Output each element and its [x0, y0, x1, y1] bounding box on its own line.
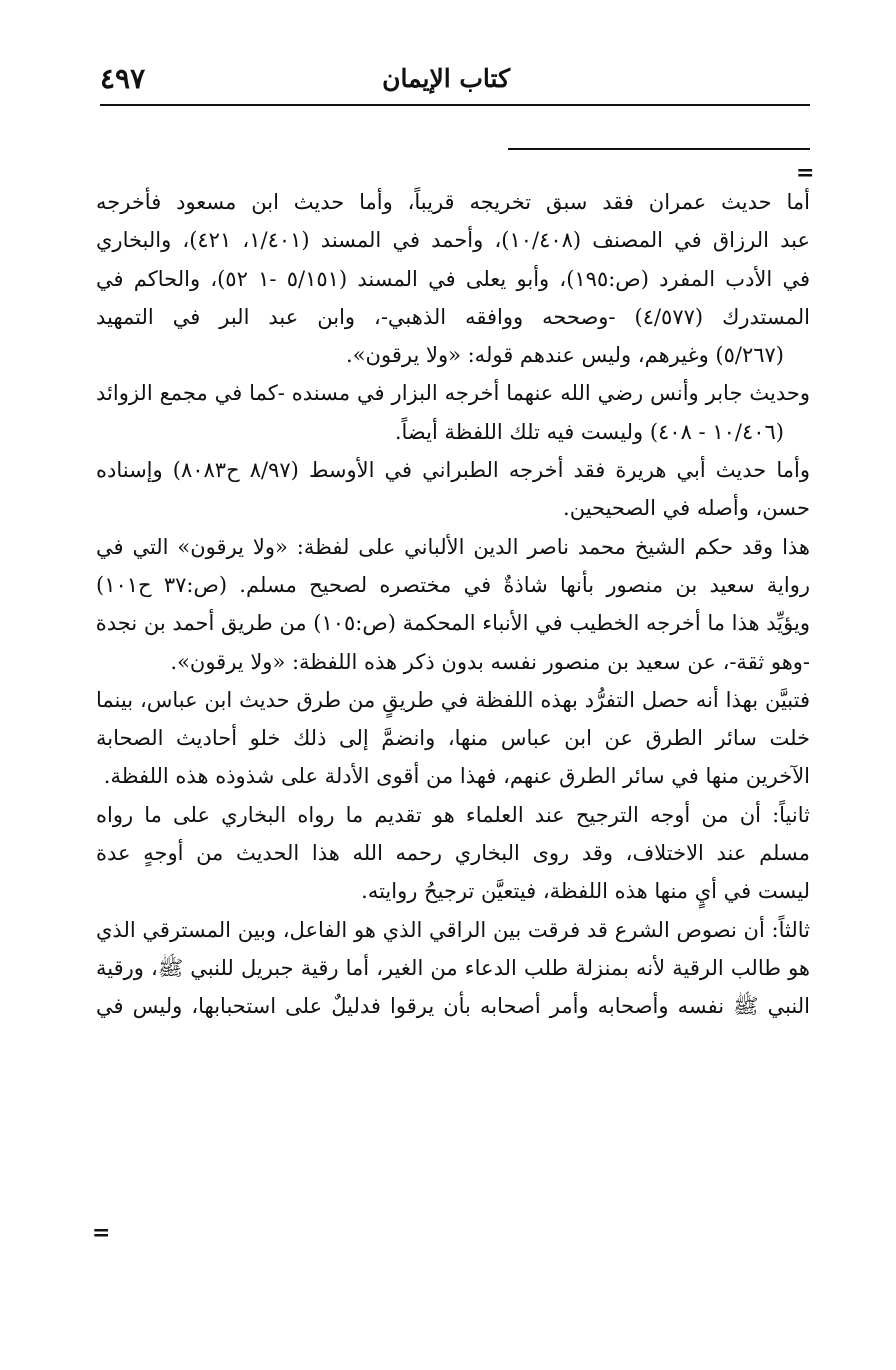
text-line: فتبيَّن بهذا أنه حصل التفرُّد بهذه اللفظة في طريقٍ من طرق حديث ابن عباس، بينما	[96, 687, 810, 712]
text-line: -وهو ثقة-، عن سعيد بن منصور نفسه بدون ذكر هذه اللفظة: «ولا يرقون».	[170, 649, 810, 674]
text-line: ثالثاً: أن نصوص الشرع قد فرقت بين الراقي الذي هو الفاعل، وبين المسترقي الذي	[96, 917, 810, 942]
text-line: مسلم عند الاختلاف، وقد روى البخاري رحمه الله هذا الحديث من أوجهٍ عدة	[96, 841, 810, 866]
paragraph	[96, 183, 810, 374]
header-rule	[100, 104, 810, 106]
text-line: الآخرين منها في سائر الطرق عنهم، فهذا من أقوى الأدلة على شذوذه هذه اللفظة.	[103, 764, 810, 789]
text-line: (٥/٢٦٧) وغيرهم، وليس عندهم قوله: «ولا يرقون».	[346, 343, 784, 368]
text-line: ويؤيِّد هذا ما أخرجه الخطيب في الأنباء المحكمة (ص:١٠٥) من طريق أحمد بن نجدة	[95, 611, 810, 636]
text-line: ثانياً: أن من أوجه الترجيح عند العلماء هو تقديم ما رواه البخاري على ما رواه	[96, 802, 810, 827]
paragraph	[96, 374, 810, 451]
page-number: ٤٩٧	[100, 62, 146, 95]
paragraph	[96, 681, 810, 796]
text-line: رواية سعيد بن منصور بأنها شاذةٌ في مختصره لصحيح مسلم. (ص:٣٧ ح١٠١)	[96, 572, 810, 597]
running-title: كتاب الإيمان	[382, 64, 510, 93]
paragraph	[96, 451, 810, 528]
text-line: المستدرك (٤/٥٧٧) -وصححه ووافقه الذهبي-، وابن عبد البر في التمهيد	[96, 304, 810, 329]
footnote-separator	[508, 148, 810, 150]
text-line: في الأدب المفرد (ص:١٩٥)، وأبو يعلى في المسند (٥/١٥١ -١ ٥٢)، والحاكم في	[96, 266, 811, 291]
text-line: هو طالب الرقية لأنه بمنزلة طلب الدعاء من الغير، أما رقية جبريل للنبي ﷺ، ورقية	[96, 955, 810, 980]
text-line: خلت سائر الطرق عن ابن عباس منها، وانضمَّ إلى ذلك خلو أحاديث الصحابة	[96, 726, 810, 751]
text-line: ليست في أيٍ منها هذه اللفظة، فيتعيَّن ترجيحُ روايته.	[361, 879, 810, 904]
text-line: (١٠/٤٠٦ - ٤٠٨) وليست فيه تلك اللفظة أيضاً.	[394, 419, 784, 444]
text-line: النبي ﷺ نفسه وأصحابه وأمر أصحابه بأن يرقوا فدليلٌ على استحبابها، وليس في	[96, 994, 810, 1019]
text-line: عبد الرزاق في المصنف (١٠/٤٠٨)، وأحمد في المسند (١/٤٠١، ٤٢١)، والبخاري	[96, 228, 811, 253]
paragraph	[96, 911, 810, 1026]
paragraph	[96, 796, 810, 911]
text-line: أما حديث عمران فقد سبق تخريجه قريباً، وأما حديث ابن مسعود فأخرجه	[96, 190, 810, 214]
page-header	[100, 62, 810, 106]
text-line: هذا وقد حكم الشيخ محمد ناصر الدين الألباني على لفظة: «ولا يرقون» التي في	[96, 534, 810, 559]
text-line: وحديث جابر وأنس رضي الله عنهما أخرجه البزار في مسنده -كما في مجمع الزوائد	[96, 381, 810, 406]
text-line: حسن، وأصله في الصحيحين.	[563, 496, 810, 521]
continuation-mark-bottom: =	[92, 1220, 111, 1246]
text-line: وأما حديث أبي هريرة فقد أخرجه الطبراني في الأوسط (٨/٩٧ ح٨٠٨٣) وإسناده	[96, 458, 810, 483]
footnote-text	[96, 183, 810, 1026]
continuation-mark-top: =	[796, 160, 815, 186]
paragraph	[96, 528, 810, 681]
